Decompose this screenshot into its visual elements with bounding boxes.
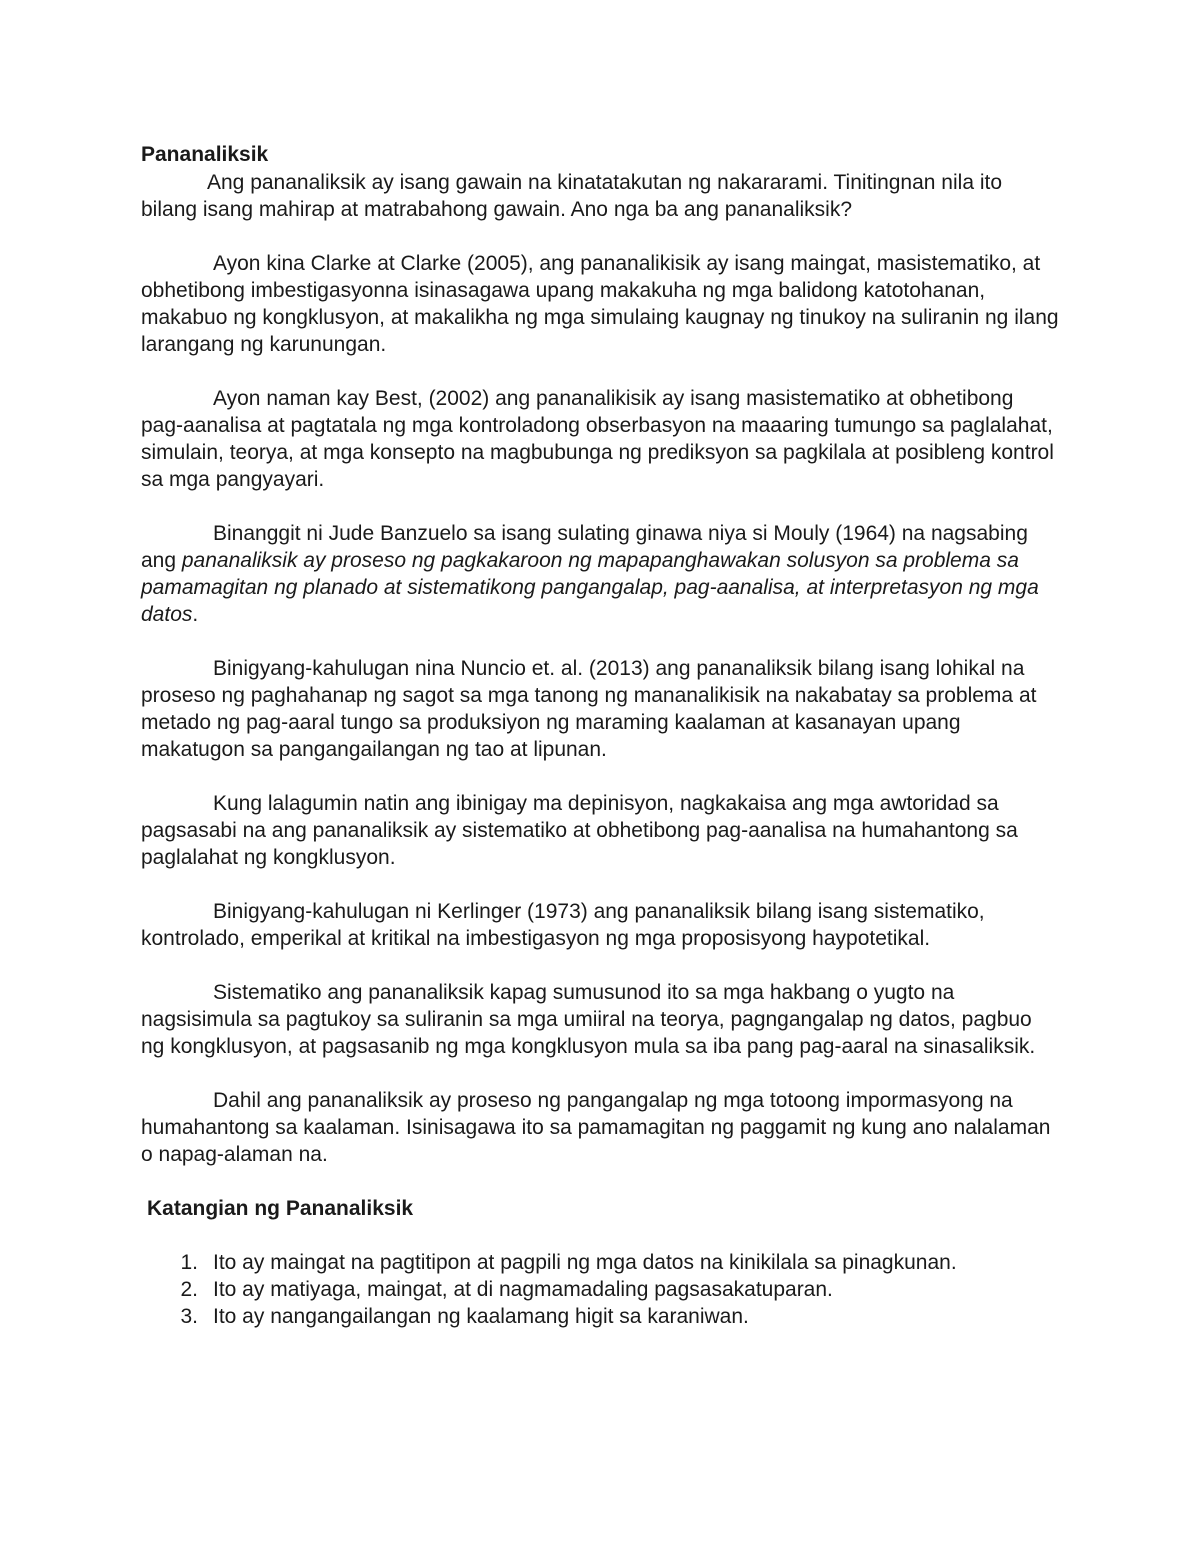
list-item-number: 1. <box>180 1251 198 1274</box>
paragraph-clarke: Ayon kina Clarke at Clarke (2005), ang pananalikisik ay isang maingat, masistematiko, at obhetibong imbestigasyonna isinasagawa upang makakuha ng mga balidong katotohanan, makabuo ng kongklusyon, at makalikha ng mga simulaing kaugnay ng tinukoy na suliranin ng ilang larangang ng karunungan. <box>141 252 1059 356</box>
list-item <box>141 1303 1060 1330</box>
paragraph-sistematiko: Sistematiko ang pananaliksik kapag sumusunod ito sa mga hakbang o yugto na nagsisimula sa pagtukoy sa suliranin sa mga umiiral na teorya, pagngangalap ng datos, pagbuo ng kongklusyon, at pagsasanib ng mga kongklusyon mula sa iba pang pag-aaral na sinasaliksik. <box>141 981 1036 1058</box>
list-item-number: 3. <box>180 1305 198 1328</box>
paragraph-dahil: Dahil ang pananaliksik ay proseso ng pangangalap ng mga totoong impormasyong na humahantong sa kaalaman. Isinisagawa ito sa pamamagitan ng paggamit ng kung ano nalalaman o napag-alaman na. <box>141 1089 1051 1166</box>
document-title: Pananaliksik <box>141 143 269 166</box>
list-item-text: Ito ay nangangailangan ng kaalamang higit sa karaniwan. <box>213 1305 749 1328</box>
section-title: Katangian ng Pananaliksik <box>147 1197 414 1220</box>
paragraph-mouly-end: . <box>192 603 199 626</box>
list-item-text: Ito ay matiyaga, maingat, at di nagmamadaling pagsasakatuparan. <box>213 1278 833 1301</box>
characteristics-list <box>141 1249 1060 1330</box>
paragraph-summary: Kung lalagumin natin ang ibinigay ma depinisyon, nagkakaisa ang mga awtoridad sa pagsasabi na ang pananaliksik ay sistematiko at obhetibong pag-aanalisa na humahantong sa paglalahat ng kongklusyon. <box>141 792 1018 869</box>
paragraph-intro: Ang pananaliksik ay isang gawain na kinatatakutan ng nakararami. Tinitingnan nila ito bilang isang mahirap at matrabahong gawain. Ano nga ba ang pananaliksik? <box>141 171 1003 221</box>
paragraph-nuncio: Binigyang-kahulugan nina Nuncio et. al. (2013) ang pananaliksik bilang isang lohikal na proseso ng paghahanap ng sagot sa mga tanong ng mananalikisik na nakabatay sa problema at metado ng pag-aaral tungo sa produksiyon ng maraming kaalaman at kasanayan upang makatugon sa pangangailangan ng tao at lipunan. <box>141 657 1037 761</box>
paragraph-mouly-quote: pananaliksik ay proseso ng pagkakaroon ng mapapanghawakan solusyon sa problema sa pamamagitan ng planado at sistematikong pangangalap, pag-aanalisa, at interpretasyon ng mga datos <box>141 549 1039 626</box>
list-item-text: Ito ay maingat na pagtitipon at pagpili ng mga datos na kinikilala sa pinagkunan. <box>213 1251 957 1274</box>
paragraph-kerlinger: Binigyang-kahulugan ni Kerlinger (1973) ang pananaliksik bilang isang sistematiko, kontrolado, emperikal at kritikal na imbestigasyon ng mga proposisyong haypotetikal. <box>141 900 985 950</box>
list-item-number: 2. <box>180 1278 198 1301</box>
list-item <box>141 1249 1060 1276</box>
paragraph-best: Ayon naman kay Best, (2002) ang pananalikisik ay isang masistematiko at obhetibong pag-aanalisa at pagtatala ng mga kontroladong obserbasyon na maaaring tumungo sa paglalahat, simulain, teorya, at mga konsepto na magbubunga ng prediksyon sa pagkilala at posibleng kontrol sa mga pangyayari. <box>141 387 1054 491</box>
paragraph-mouly <box>141 520 1060 628</box>
list-item <box>141 1276 1060 1303</box>
paragraph-mouly-lead: Binanggit ni Jude Banzuelo sa isang sulating ginawa niya si Mouly (1964) na nagsabing ang <box>141 522 1028 572</box>
